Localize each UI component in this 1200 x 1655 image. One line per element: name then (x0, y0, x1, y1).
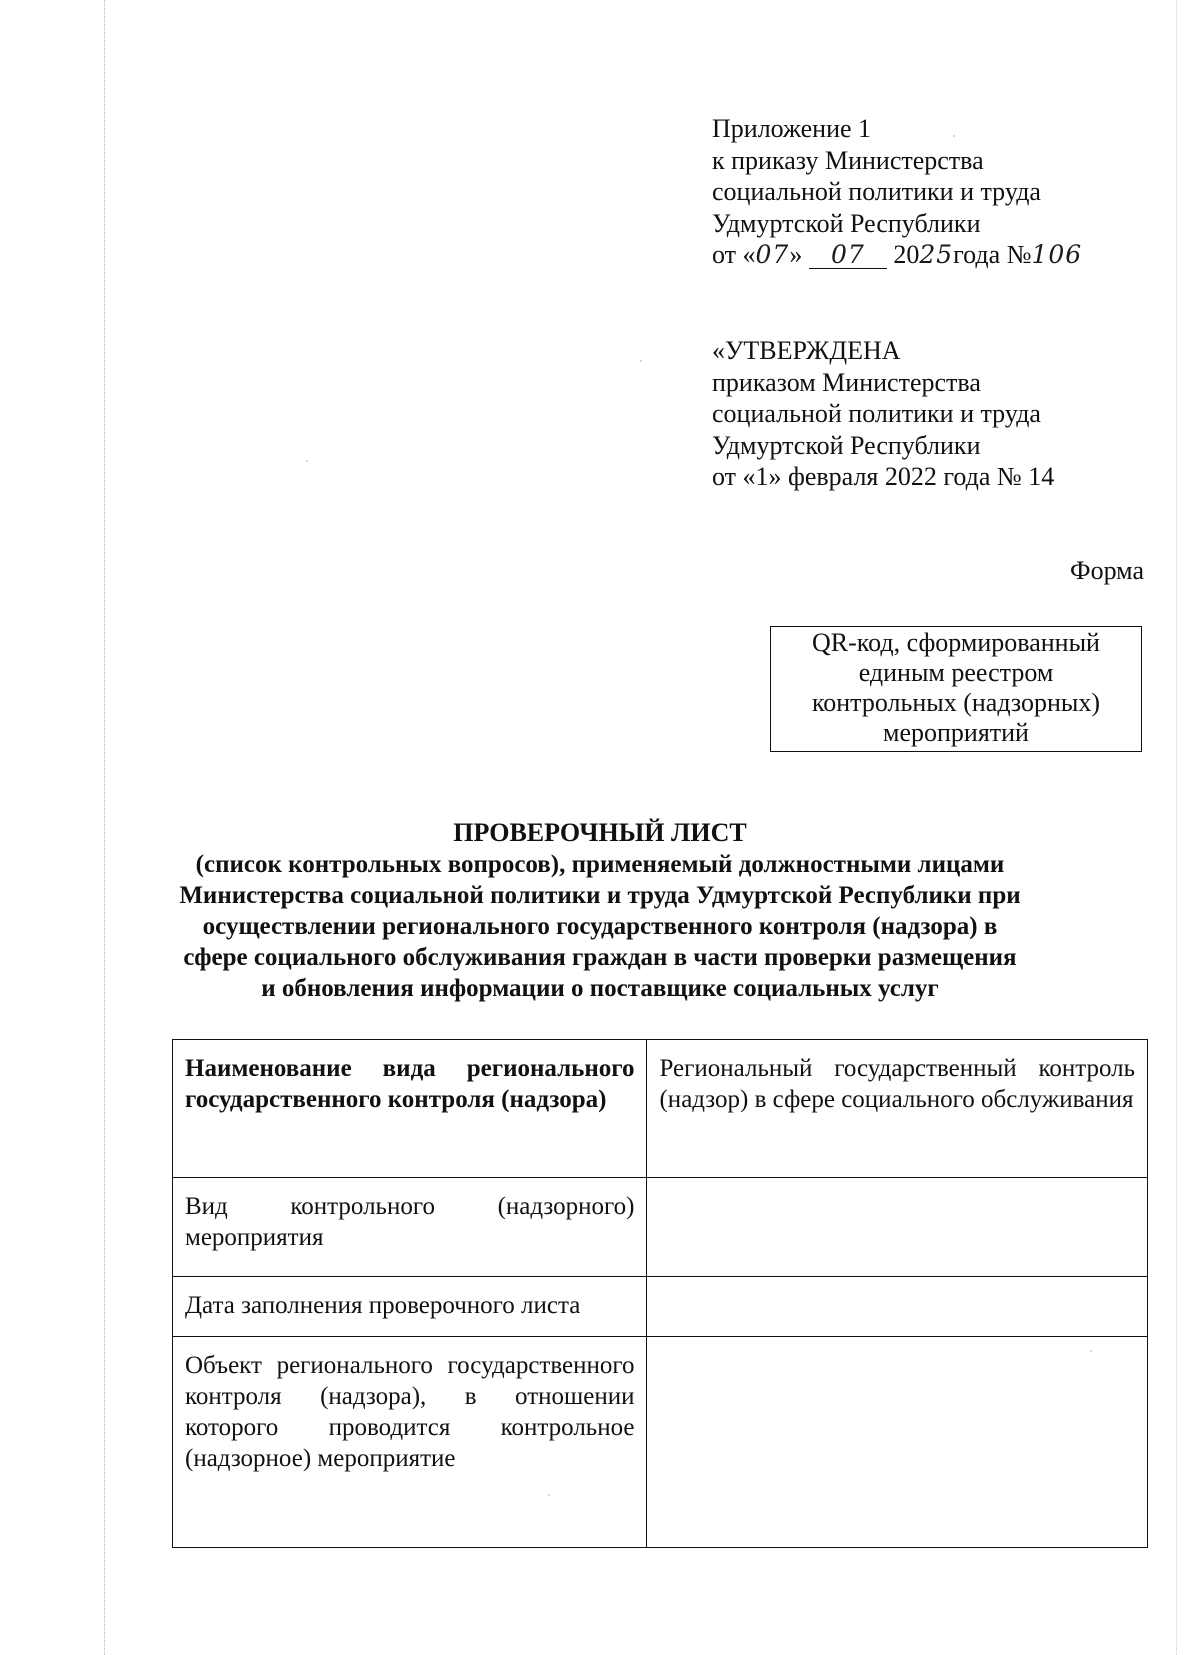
approval-line: от «1» февраля 2022 года № 14 (712, 462, 1055, 491)
appendix-date-line (712, 239, 1172, 271)
scan-speck (640, 360, 642, 362)
subtitle-line: сфере социального обслуживания граждан в части проверки размещения (183, 944, 1017, 971)
approval-stamp-text (712, 335, 1172, 493)
table-row (173, 1277, 1148, 1337)
event-type-label: Вид контрольного (надзорного) мероприятия (173, 1178, 647, 1277)
approval-line: социальной политики и труда (712, 399, 1041, 428)
handwritten-month: 07 (830, 240, 865, 269)
inspection-info-table (172, 1039, 1148, 1548)
form-label: Форма (1070, 556, 1144, 585)
qr-box-line: контрольных (надзорных) (811, 688, 1101, 717)
approval-line: приказом Министерства (712, 367, 981, 397)
fill-date-label: Дата заполнения проверочного листа (173, 1277, 647, 1337)
document-title: ПРОВЕРОЧНЫЙ ЛИСТ (453, 818, 747, 847)
table-row (173, 1337, 1148, 1548)
year-prefix: 20 (893, 240, 920, 269)
subtitle-line: Министерства социальной политики и труда Удмуртской Республики при (179, 882, 1021, 909)
date-prefix: от « (712, 240, 756, 269)
qr-code-placeholder-box (770, 626, 1142, 752)
subtitle-line: и обновления информации о поставщике социальных услуг (261, 975, 939, 1002)
scan-artifact-line (1176, 0, 1177, 1655)
event-type-value (647, 1178, 1148, 1277)
year-word: года № (953, 240, 1032, 269)
approval-line: Удмуртской Республики (712, 430, 981, 460)
handwritten-day: 07 (755, 240, 790, 269)
approval-line: «УТВЕРЖДЕНА (712, 336, 901, 365)
control-object-label: Объект регионального государственного контроля (надзора), в отношении которого проводится контрольное (надзорное) мероприятие (173, 1337, 647, 1548)
qr-box-line: единым реестром (858, 658, 1054, 687)
qr-box-line: QR-код, сформированный (812, 628, 1100, 657)
appendix-line: Приложение 1 (712, 114, 872, 143)
handwritten-month-field (809, 242, 887, 269)
fill-date-value (647, 1277, 1148, 1337)
control-object-value (647, 1337, 1148, 1548)
scan-artifact-line (104, 0, 105, 1655)
control-type-label: Наименование вида регионального государственного контроля (надзора) (173, 1040, 647, 1178)
subtitle-line: (список контрольных вопросов), применяемый должностными лицами (195, 851, 1005, 878)
handwritten-year: 25 (919, 240, 954, 269)
table-row (173, 1178, 1148, 1277)
document-subtitle (150, 849, 1050, 1004)
table-row (173, 1040, 1148, 1178)
handwritten-order-number: 106 (1031, 240, 1083, 269)
qr-box-line: мероприятий (883, 718, 1029, 747)
appendix-header (712, 113, 1172, 271)
appendix-line: социальной политики и труда (712, 177, 1041, 206)
appendix-line: Удмуртской Республики (712, 208, 981, 238)
scan-speck (306, 460, 308, 462)
subtitle-line: осуществлении регионального государственного контроля (надзора) в (202, 913, 998, 940)
date-day-close: » (789, 240, 803, 269)
appendix-line: к приказу Министерства (712, 145, 984, 175)
control-type-value: Региональный государственный контроль (надзор) в сфере социального обслуживания (647, 1040, 1148, 1178)
